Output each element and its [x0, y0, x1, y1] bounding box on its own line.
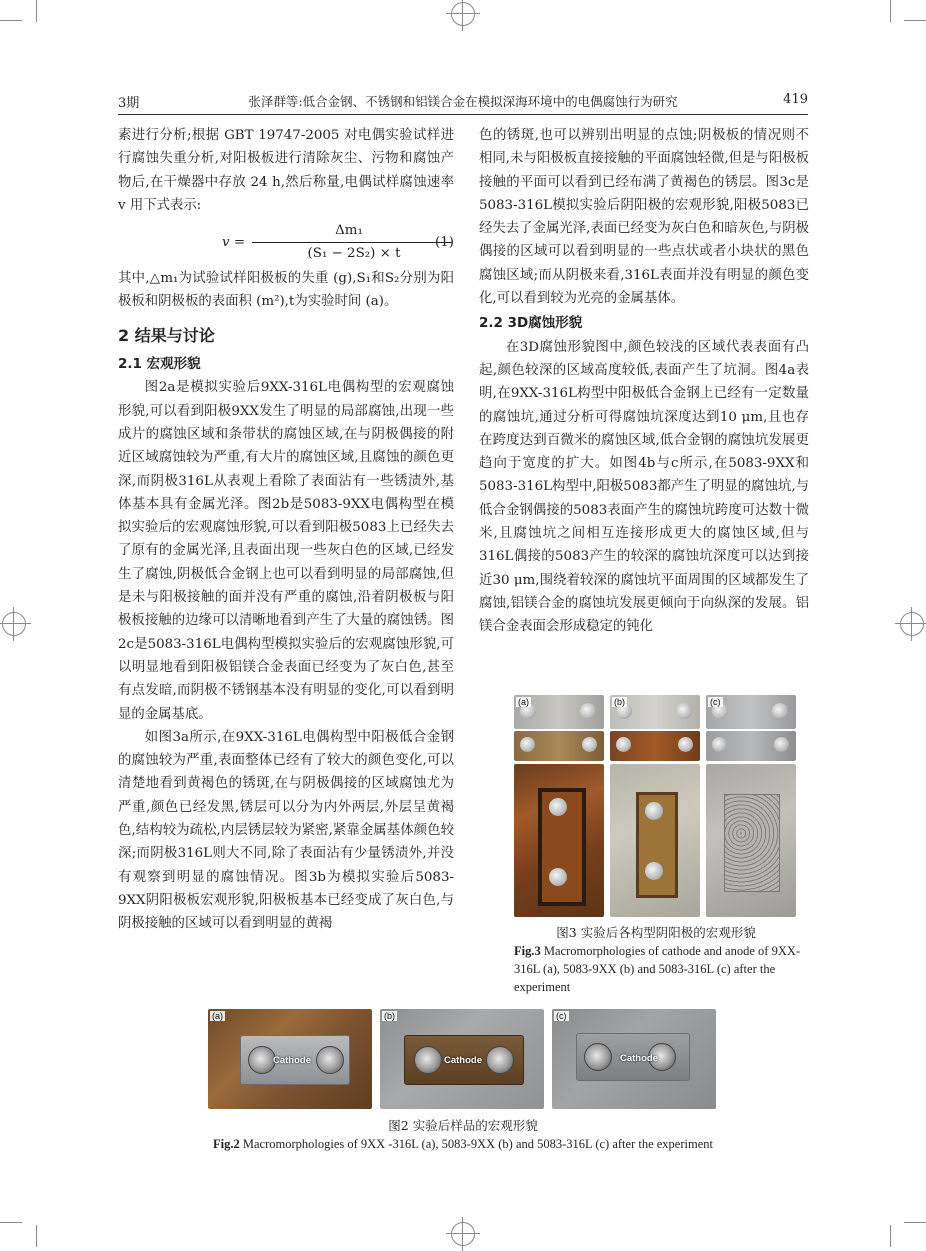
- issue-number: 3期: [118, 96, 140, 111]
- subsection-title: 2.1 宏观形貌: [118, 356, 201, 373]
- registration-mark: [451, 2, 475, 26]
- figure-3: [514, 695, 796, 917]
- equation-1: [118, 217, 454, 267]
- figure-3-caption: [506, 924, 806, 996]
- figure-3-caption-en: Macromorphologies of cathode and anode of 9XX-316L (a), 5083-9XX (b) and 5083-316L (c) after the experiment: [514, 944, 801, 994]
- paragraph: 如图3a所示,在9XX-316L电偶构型中阳极低合金钢的腐蚀较为严重,表面整体已经有了较大的颜色变化,可以清楚地看到黄褐色的锈斑,在与阴极偶接的区域腐蚀尤为严重,颜色已经发黑,锈层可以分为内外两层,外层呈黄褐色,结构较为疏松,内层锈层较为紧密,紧靠金属基体颜色较深;而阴极316L则大不同,除了表面沾有少量锈渍外,并没有观察到明显的腐蚀情况。图3b为模拟实验后5083-9XX阴阳极板宏观形貌,阳极板基本已经变成了灰白色,与阴极接触的区域可以看到明显的黄褐: [118, 729, 454, 932]
- figure-2-caption: [118, 1117, 808, 1153]
- figure-2-caption-en: Macromorphologies of 9XX -316L (a), 5083-9XX (b) and 5083-316L (c) after the experiment: [239, 1137, 713, 1151]
- paragraph: 在3D腐蚀形貌图中,颜色较浅的区域代表表面有凸起,颜色较深的区域高度较低,表面产生了坑洞。图4a表明,在9XX-316L构型中阳极低合金钢上已经有一定数量的腐蚀坑,通过分析可得腐蚀坑深度达到10 μm,且也存在跨度达到百微米的腐蚀区域,低合金钢的腐蚀坑发展更趋向于宽度的扩大。如图4b与c所示,在5083-9XX和5083-316L构型中,阳极5083都产生了明显的腐蚀坑,与低合金钢偶接的5083表面产生的腐蚀坑跨度可达数十微米,且腐蚀坑之间相互连接形成更大的腐蚀区域,但与316L偶接的5083产生的较深的腐蚀坑深度可以达到接近30 μm,围绕着较深的腐蚀坑平面周围的区域都发生了腐蚀,铝镁合金的腐蚀坑发展更倾向于向纵深的发展。铝镁合金表面会形成稳定的钝化: [479, 339, 809, 635]
- crop-mark: [890, 0, 891, 22]
- crop-mark: [0, 20, 22, 21]
- paragraph: 其中,△m₁为试验试样阳极板的失重 (g),S₁和S₂分别为阳极板和阴极板的表面积 (m²),t为实验时间 (a)。: [118, 271, 454, 310]
- section-title: 2 结果与讨论: [118, 325, 215, 345]
- running-header: [118, 92, 808, 112]
- figure-3a-anode-photo: [514, 764, 604, 917]
- registration-mark: [900, 612, 924, 636]
- crop-mark: [0, 1222, 22, 1223]
- figure-3c-anode-photo: [706, 764, 796, 917]
- figure-3a-mid-photo: [514, 731, 604, 761]
- cathode-label: Cathode: [273, 1055, 311, 1066]
- figure-3-panel-label: (a): [518, 697, 529, 707]
- figure-3-caption-label: Fig.3: [514, 944, 541, 958]
- paragraph: 图2a是模拟实验后9XX-316L电偶构型的宏观腐蚀形貌,可以看到阳极9XX发生了明显的局部腐蚀,出现一些成片的腐蚀区域和条带状的腐蚀区域,在与阴极偶接的附近区域腐蚀较为严重,有大片的腐蚀区域,且腐蚀的颜色更深,而阴极316L从表观上看除了表面沾有一些锈渍外,基体基本具有金属光泽。图2b是5083-9XX电偶构型在模拟实验后的宏观腐蚀形貌,可以看到阳极5083上已经失去了原有的金属光泽,且表面出现一些灰白色的区域,已经发生了腐蚀,阴极低合金钢上也可以看到明显的局部腐蚀,但是未与阳极接触的面并没有严重的腐蚀,沿着阴极板与阳极板接触的边缘可以清晰地看到产生了大量的腐蚀锈。图2c是5083-316L电偶构型模拟实验后的宏观腐蚀形貌,可以明显地看到阳极铝镁合金表面已经变为了灰白色,甚至有点发暗,而阴极不锈钢基本没有明显的变化,可以看到明显的金属基底。: [118, 380, 454, 722]
- running-title: 张泽群等:低合金钢、不锈钢和铝镁合金在模拟深海环境中的电偶腐蚀行为研究: [248, 94, 678, 109]
- figure-3-panel-label: (b): [614, 697, 625, 707]
- figure-3b-anode-photo: [610, 764, 700, 917]
- cathode-label: Cathode: [444, 1055, 482, 1066]
- figure-2b-photo: [380, 1009, 544, 1109]
- figure-2-caption-label: Fig.2: [213, 1137, 240, 1151]
- paragraph: 素进行分析;根据 GBT 19747-2005 对电偶实验试样进行腐蚀失重分析,对阳极板进行清除灰尘、污物和腐蚀产物后,在干燥器中存放 24 h,然后称量,电偶试样腐蚀速率 v 用下式表示:: [118, 128, 454, 213]
- right-column: [479, 124, 809, 639]
- figure-2-panel-label: (c): [556, 1011, 567, 1021]
- subsection-title: 2.2 3D腐蚀形貌: [479, 315, 583, 332]
- figure-2-caption-cn: 图2 实验后样品的宏观形貌: [388, 1118, 538, 1133]
- crop-mark: [904, 1222, 926, 1223]
- registration-mark: [451, 1222, 475, 1246]
- figure-3c-mid-photo: [706, 731, 796, 761]
- crop-mark: [904, 20, 926, 21]
- crop-mark: [36, 0, 37, 22]
- equation-number: (1): [435, 235, 454, 251]
- figure-3-caption-cn: 图3 实验后各构型阴阳极的宏观形貌: [556, 925, 756, 940]
- equation-numerator: Δm₁: [335, 223, 363, 239]
- paragraph: 色的锈斑,也可以辨别出明显的点蚀;阴极板的情况则不相同,未与阳极板直接接触的平面腐蚀轻微,但是与阳极板接触的平面可以看到已经布满了黄褐色的锈层。图3c是5083-316L模拟实验后阴阳极的宏观形貌,阳极5083已经失去了金属光泽,表面已经变为灰白色和暗灰色,与阴极偶接的区域可以看到明显的一些点状或者小块状的黑色腐蚀区域;而从阴极来看,316L表面并没有明显的颜色变化,可以看到较为光亮的金属基体。: [479, 128, 809, 307]
- crop-mark: [890, 1225, 891, 1247]
- figure-2c-photo: [552, 1009, 716, 1109]
- header-rule: [118, 114, 808, 115]
- equation-lhs: v =: [222, 235, 246, 251]
- cathode-label: Cathode: [620, 1053, 658, 1064]
- figure-2a-photo: [208, 1009, 372, 1109]
- crop-mark: [36, 1225, 37, 1247]
- figure-2: [208, 1009, 716, 1109]
- left-column: [118, 124, 454, 936]
- equation-denominator: (S₁ − 2S₂) × t: [307, 246, 401, 262]
- figure-3b-mid-photo: [610, 731, 700, 761]
- registration-mark: [2, 612, 26, 636]
- figure-2-panel-label: (a): [212, 1011, 223, 1021]
- page-number: 419: [783, 92, 808, 107]
- figure-2-panel-label: (b): [384, 1011, 395, 1021]
- figure-3-panel-label: (c): [710, 697, 721, 707]
